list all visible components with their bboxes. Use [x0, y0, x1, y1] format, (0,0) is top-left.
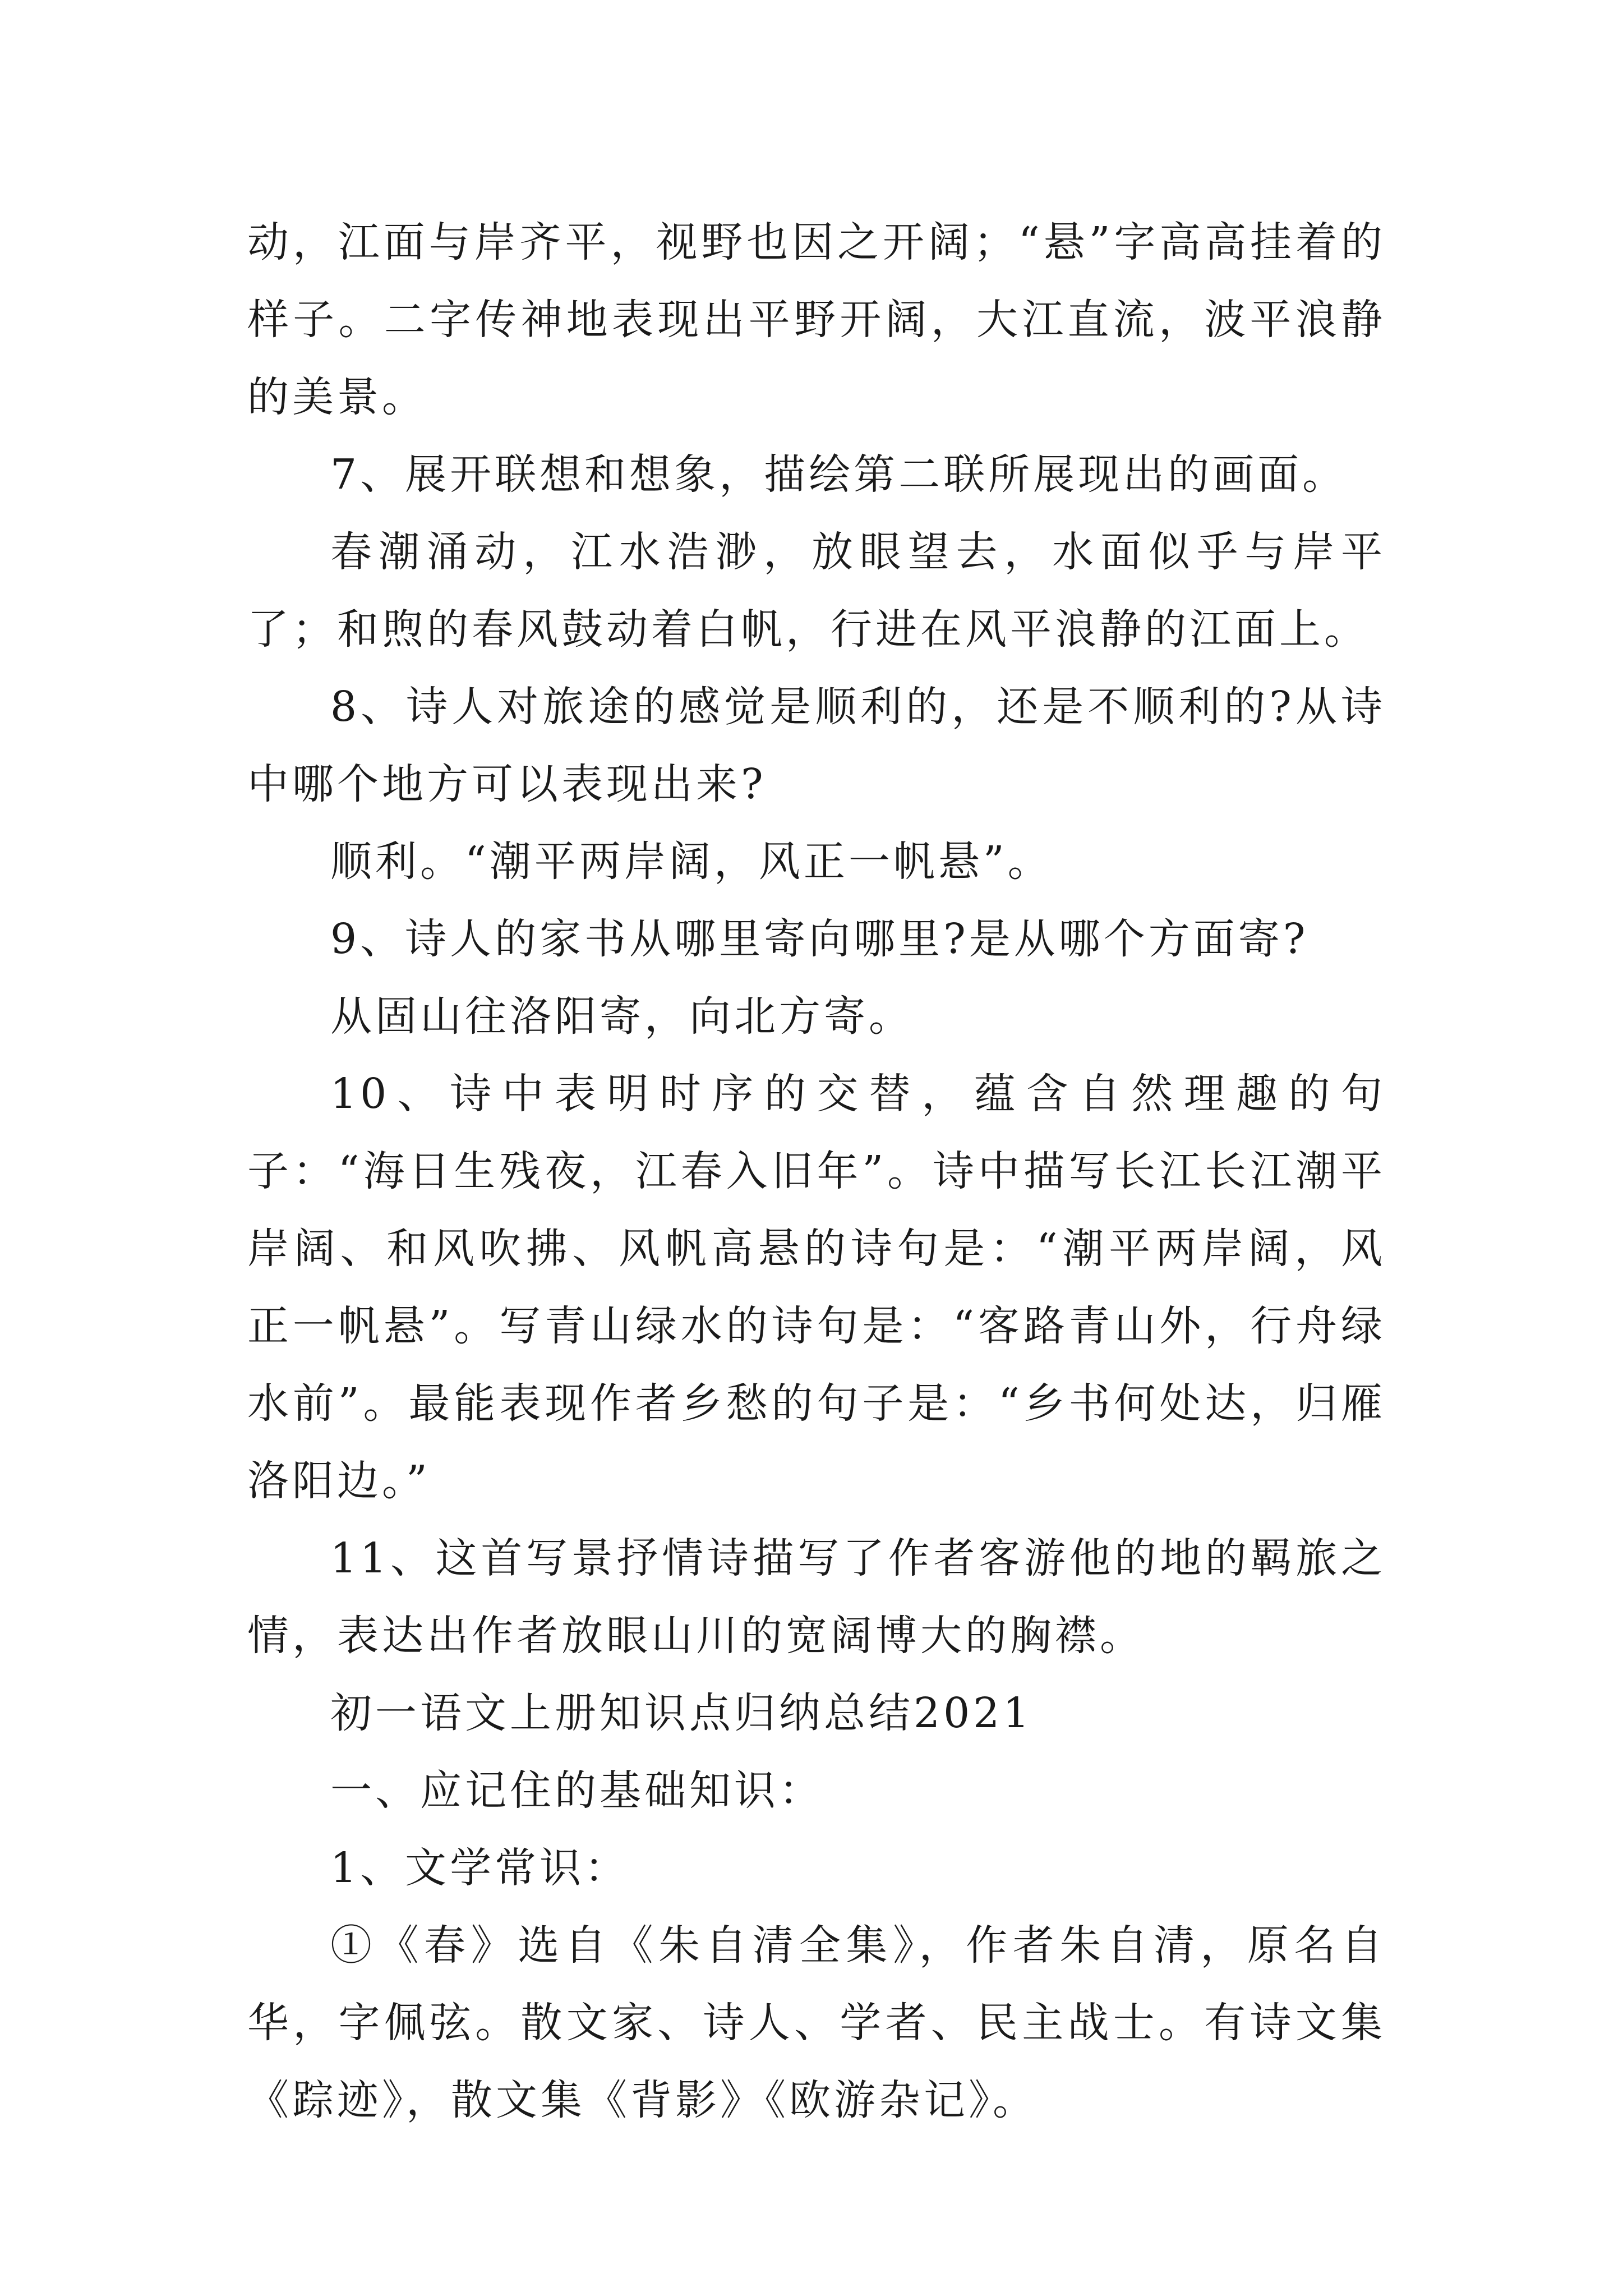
- question-8: 8、诗人对旅途的感觉是顺利的，还是不顺利的?从诗中哪个地方可以表现出来?: [247, 683, 1386, 808]
- item-11: 11、这首写景抒情诗描写了作者客游他的地的羁旅之情，表达出作者放眼山川的宽阔博大的胸襟。: [247, 1534, 1386, 1660]
- document-body: [247, 204, 1386, 2139]
- question-9: 9、诗人的家书从哪里寄向哪里?是从哪个方面寄?: [330, 915, 1309, 963]
- literary-item-1: ①《春》选自《朱自清全集》，作者朱自清，原名自华，字佩弦。散文家、诗人、学者、民主战士。有诗文集《踪迹》，散文集《背影》《欧游杂记》。: [247, 1921, 1386, 2124]
- paragraph-continuation: 动，江面与岸齐平，视野也因之开阔；“悬”字高高挂着的样子。二字传神地表现出平野开阔，大江直流，波平浪静的美景。: [247, 218, 1386, 421]
- section-heading-basics: 一、应记住的基础知识：: [330, 1766, 824, 1815]
- item-10: 10、诗中表明时序的交替，蕴含自然理趣的句子：“海日生残夜，江春入旧年”。诗中描写长江长江潮平岸阔、和风吹拂、风帆高悬的诗句是：“潮平两岸阔，风正一帆悬”。写青山绿水的诗句是：“客路青山外，行舟绿水前”。最能表现作者乡愁的句子是：“乡书何处达，归雁洛阳边。”: [247, 1070, 1386, 1505]
- section-title: 初一语文上册知识点归纳总结2021: [330, 1689, 1033, 1737]
- answer-7: 春潮涌动，江水浩渺，放眼望去，水面似乎与岸平了；和煦的春风鼓动着白帆，行进在风平浪静的江面上。: [247, 528, 1386, 654]
- question-7: 7、展开联想和想象，描绘第二联所展现出的画面。: [330, 450, 1348, 499]
- subheading-literary-knowledge: 1、文学常识：: [330, 1844, 630, 1892]
- answer-8: 顺利。“潮平两岸阔，风正一帆悬”。: [330, 838, 1053, 886]
- answer-9: 从固山往洛阳寄，向北方寄。: [330, 992, 914, 1041]
